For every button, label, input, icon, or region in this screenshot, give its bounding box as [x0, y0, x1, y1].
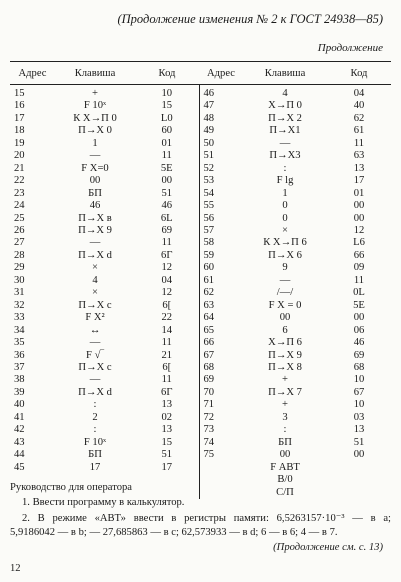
key-cell: 1	[282, 187, 288, 199]
key-cell: П→Х 7	[268, 386, 302, 398]
col-header-code: Код	[135, 62, 199, 85]
code-cell: 5E	[353, 299, 365, 311]
address-cell: 50	[203, 137, 215, 149]
code-cell: 11	[353, 137, 365, 149]
table-row	[10, 237, 391, 249]
address-cell: 33	[14, 312, 25, 324]
key-cell: F 10ˣ	[83, 100, 107, 112]
address-cell: 31	[14, 287, 25, 299]
address-cell: 72	[203, 411, 215, 423]
page-header: (Продолжение изменения № 2 к ГОСТ 24938—85)	[117, 12, 383, 26]
code-cell: 10	[353, 399, 365, 411]
table-row	[10, 85, 391, 101]
code-cell: L6	[353, 237, 365, 249]
table-header-row	[10, 62, 391, 85]
code-cell: 60	[135, 125, 199, 137]
code-cell	[327, 462, 391, 474]
code-cell: 13	[353, 424, 365, 436]
key-cell: П→Х с	[78, 361, 112, 373]
code-cell: 04	[353, 88, 365, 99]
key-cell: 4	[282, 88, 288, 99]
continued-note: (Продолжение см. с. 13)	[273, 542, 383, 553]
key-cell: +	[92, 88, 98, 99]
code-cell: 09	[353, 262, 365, 274]
table-row	[10, 100, 391, 112]
code-cell: 00	[353, 200, 365, 212]
code-cell: 6L	[135, 213, 199, 225]
key-cell: БП	[88, 449, 102, 461]
key-cell: —	[89, 150, 101, 162]
code-cell: 11	[135, 237, 199, 249]
code-cell: 67	[353, 386, 365, 398]
table-row	[10, 125, 391, 137]
key-cell: Х→П 6	[268, 337, 302, 349]
key-cell: —	[89, 337, 101, 349]
address-cell: 16	[14, 100, 25, 112]
address-cell: 54	[203, 187, 215, 199]
table-row	[10, 337, 391, 349]
code-cell: 46	[135, 200, 199, 212]
address-cell: 28	[14, 249, 25, 261]
key-cell: П→Х 9	[78, 224, 112, 236]
address-cell: 67	[203, 349, 215, 361]
guide-step-2-continued: 5,9186042 — в b; — 27,685863 — в с; 62,573933 — в d; 6 — в 6; 4 — в 7.	[10, 527, 338, 538]
address-cell: 75	[203, 449, 215, 461]
code-cell: 12	[135, 262, 199, 274]
code-cell	[135, 474, 199, 486]
key-cell: :	[283, 424, 287, 436]
code-cell: 12	[135, 287, 199, 299]
code-cell: 0L	[353, 287, 365, 299]
code-cell: 69	[135, 225, 199, 237]
code-cell: 00	[353, 449, 365, 461]
address-cell: 55	[203, 200, 215, 212]
address-cell: 40	[14, 399, 25, 411]
address-cell: 51	[203, 150, 215, 162]
address-cell: 74	[203, 436, 215, 448]
code-cell: 5E	[135, 163, 199, 175]
code-cell: 03	[353, 411, 365, 423]
address-cell: 52	[203, 162, 215, 174]
address-cell: 65	[203, 324, 215, 336]
key-cell: П→Х 2	[268, 112, 302, 124]
address-cell: 22	[14, 175, 25, 187]
table-row	[10, 424, 391, 436]
table-row	[10, 287, 391, 299]
code-cell: 22	[135, 312, 199, 324]
col-header-address: Адрес	[10, 62, 55, 85]
key-cell: К Х→П 6	[263, 237, 307, 249]
code-cell: 11	[135, 337, 199, 349]
key-cell: :	[93, 424, 97, 436]
code-cell: 01	[353, 187, 365, 199]
guide-step-1: 1. Ввести программу в калькулятор.	[22, 497, 185, 508]
address-cell: 19	[14, 137, 25, 149]
code-cell: 61	[353, 125, 365, 137]
address-cell: 45	[14, 461, 25, 473]
key-cell: F АВТ	[270, 461, 300, 473]
col-header-key: Клавиша	[55, 62, 135, 85]
address-cell: 34	[14, 324, 25, 336]
table-row	[10, 437, 391, 449]
key-cell: БП	[88, 187, 102, 199]
table-row	[10, 250, 391, 262]
code-cell: 00	[353, 212, 365, 224]
address-cell: 39	[14, 386, 25, 398]
key-cell: 00	[279, 312, 291, 324]
code-cell: 12	[353, 224, 365, 236]
code-cell: 15	[135, 437, 199, 449]
address-cell: 21	[14, 162, 25, 174]
table-row	[10, 275, 391, 287]
address-cell: 30	[14, 274, 25, 286]
page-number: 12	[10, 563, 21, 574]
key-cell: П→Х с	[78, 299, 112, 311]
key-cell: ↔	[89, 324, 101, 336]
key-cell: П→Х 8	[268, 361, 302, 373]
address-cell: 60	[203, 262, 215, 274]
address-cell: 18	[14, 125, 25, 137]
code-cell: 51	[135, 188, 199, 200]
table-row	[10, 262, 391, 274]
table-row	[10, 225, 391, 237]
key-cell: F lg	[276, 175, 294, 187]
key-cell: 2	[92, 411, 98, 423]
key-cell: П→Х3	[269, 150, 301, 162]
code-cell: 01	[135, 138, 199, 150]
address-cell: 53	[203, 175, 215, 187]
table-row	[10, 449, 391, 461]
continuation-label: Продолжение	[317, 42, 383, 54]
code-cell: 13	[135, 424, 199, 436]
key-cell: F 10ˣ	[83, 436, 107, 448]
address-cell	[199, 462, 243, 474]
address-cell: 70	[203, 386, 215, 398]
key-cell: П→Х в	[78, 212, 112, 224]
code-cell: 66	[353, 249, 365, 261]
address-cell: 38	[14, 374, 25, 386]
table-row	[10, 312, 391, 324]
code-cell: 10	[135, 85, 199, 101]
code-cell: 63	[353, 150, 365, 162]
key-cell: К Х→П 0	[73, 112, 117, 124]
address-cell: 56	[203, 212, 215, 224]
key-cell: БП	[278, 436, 292, 448]
code-cell	[327, 487, 391, 499]
address-cell: 23	[14, 187, 25, 199]
address-cell: 59	[203, 249, 215, 261]
program-table	[10, 61, 391, 499]
code-cell: 11	[135, 374, 199, 386]
address-cell: 48	[203, 112, 215, 124]
table-row	[10, 325, 391, 337]
code-cell: 14	[135, 325, 199, 337]
key-cell: +	[282, 374, 288, 386]
key-cell: П→Х1	[269, 125, 301, 137]
code-cell: 00	[353, 312, 365, 324]
table-row	[10, 150, 391, 162]
address-cell: 47	[203, 100, 215, 112]
table-row	[10, 200, 391, 212]
code-cell: 51	[353, 436, 365, 448]
address-cell: 44	[14, 449, 25, 461]
key-cell: 6	[282, 324, 288, 336]
key-cell: П→Х 0	[78, 125, 112, 137]
code-cell: 6Г	[135, 387, 199, 399]
code-cell: 15	[135, 100, 199, 112]
code-cell: 40	[353, 100, 365, 112]
key-cell: :	[93, 399, 97, 411]
code-cell: 11	[135, 150, 199, 162]
key-cell: ×	[282, 224, 288, 236]
table-row	[10, 374, 391, 386]
key-cell: 0	[282, 212, 288, 224]
key-cell: :	[283, 162, 287, 174]
key-cell: —	[89, 374, 101, 386]
key-cell: —	[279, 274, 291, 286]
address-cell: 43	[14, 436, 25, 448]
operator-guide-title: Руководство для оператора	[10, 482, 132, 493]
key-cell: П→Х d	[78, 249, 112, 261]
code-cell: 69	[353, 349, 365, 361]
table-row	[10, 387, 391, 399]
table-row	[10, 412, 391, 424]
code-cell: 46	[353, 337, 365, 349]
table-row	[10, 188, 391, 200]
key-cell: 9	[282, 262, 288, 274]
address-cell: 63	[203, 299, 215, 311]
key-cell: 00	[89, 175, 101, 187]
address-cell: 46	[203, 88, 215, 99]
code-cell: 21	[135, 350, 199, 362]
address-cell: 57	[203, 224, 215, 236]
code-cell: 04	[135, 275, 199, 287]
key-cell: Х→П 0	[268, 100, 302, 112]
address-cell: 71	[203, 399, 215, 411]
address-cell: 32	[14, 299, 25, 311]
key-cell: 46	[89, 200, 101, 212]
code-cell	[327, 474, 391, 486]
address-cell: 64	[203, 312, 215, 324]
address-cell: 37	[14, 361, 25, 373]
key-cell: ×	[92, 262, 98, 274]
address-cell: 42	[14, 424, 25, 436]
key-cell: П→Х 6	[268, 249, 302, 261]
table-row	[10, 163, 391, 175]
address-cell: 68	[203, 361, 215, 373]
code-cell: 10	[353, 374, 365, 386]
address-cell: 73	[203, 424, 215, 436]
code-cell: 13	[353, 162, 365, 174]
col-header-code: Код	[327, 62, 391, 85]
table-row	[10, 175, 391, 187]
key-cell: П→Х 9	[268, 349, 302, 361]
key-cell: 4	[92, 274, 98, 286]
address-cell: 27	[14, 237, 25, 249]
key-cell: С/П	[276, 486, 294, 498]
code-cell: 17	[353, 175, 365, 187]
table-row	[10, 350, 391, 362]
address-cell: 58	[203, 237, 215, 249]
key-cell: F √‾	[86, 349, 104, 361]
address-cell: 36	[14, 349, 25, 361]
address-cell	[199, 487, 243, 499]
key-cell: П→Х d	[78, 386, 112, 398]
code-cell: 17	[135, 462, 199, 474]
code-cell: 11	[353, 274, 365, 286]
address-cell: 35	[14, 337, 25, 349]
code-cell: 51	[135, 449, 199, 461]
code-cell: 6Г	[135, 250, 199, 262]
key-cell: F Х = 0	[268, 299, 302, 311]
key-cell: +	[282, 399, 288, 411]
key-cell: 0	[282, 200, 288, 212]
address-cell: 26	[14, 224, 25, 236]
table-row	[10, 399, 391, 411]
key-cell: 17	[89, 461, 101, 473]
key-cell: 3	[282, 411, 288, 423]
address-cell: 62	[203, 287, 215, 299]
code-cell: 6[	[135, 300, 199, 312]
table-row	[10, 462, 391, 474]
address-cell: 25	[14, 212, 25, 224]
code-cell: 68	[353, 361, 365, 373]
address-cell: 41	[14, 411, 25, 423]
key-cell: /—/	[276, 287, 294, 299]
key-cell: F Х²	[85, 312, 105, 324]
address-cell: 29	[14, 262, 25, 274]
address-cell: 69	[203, 374, 215, 386]
code-cell: 00	[135, 175, 199, 187]
code-cell: 62	[353, 112, 365, 124]
key-cell: —	[279, 137, 291, 149]
col-header-address: Адрес	[199, 62, 243, 85]
key-cell: F Х=0	[81, 162, 109, 174]
key-cell: —	[89, 237, 101, 249]
code-cell: 02	[135, 412, 199, 424]
address-cell: 17	[14, 112, 25, 124]
key-cell: В/0	[277, 474, 293, 486]
address-cell: 24	[14, 200, 25, 212]
address-cell: 15	[14, 88, 25, 99]
table-row	[10, 113, 391, 125]
address-cell: 20	[14, 150, 25, 162]
address-cell: 49	[203, 125, 215, 137]
table-row	[10, 138, 391, 150]
key-cell: 00	[279, 449, 291, 461]
code-cell: L0	[135, 113, 199, 125]
key-cell: 1	[92, 137, 98, 149]
guide-step-2: 2. В режиме «АВТ» ввести в регистры памяти: 6,5263157·10⁻³ — в а;	[22, 513, 391, 524]
code-cell: 06	[353, 324, 365, 336]
col-header-key: Клавиша	[243, 62, 327, 85]
key-cell: ×	[92, 287, 98, 299]
address-cell: 66	[203, 337, 215, 349]
address-cell: 61	[203, 274, 215, 286]
table-row	[10, 362, 391, 374]
code-cell: 13	[135, 399, 199, 411]
table-row	[10, 213, 391, 225]
table-row	[10, 300, 391, 312]
address-cell	[199, 474, 243, 486]
code-cell: 6[	[135, 362, 199, 374]
